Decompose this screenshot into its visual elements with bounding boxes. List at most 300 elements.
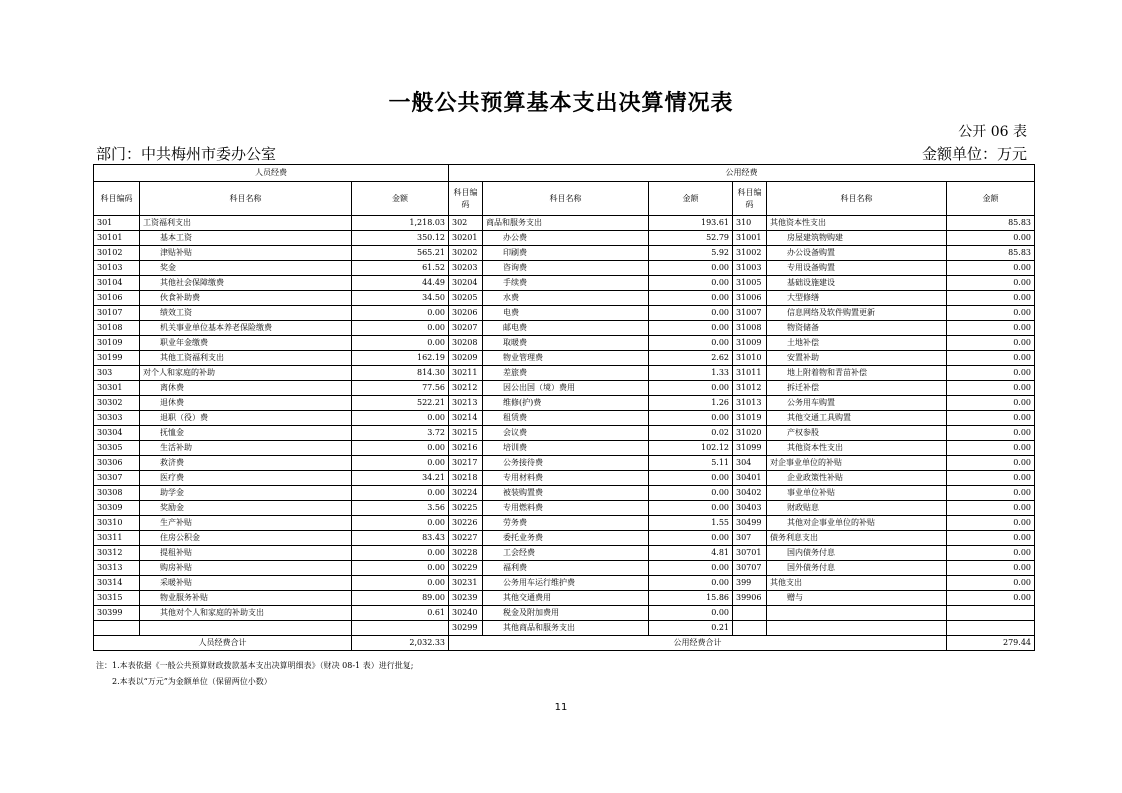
name-cell: 手续费 [483,276,649,291]
amount-cell: 0.00 [947,546,1035,561]
personnel-total-amount: 2,032.33 [352,636,449,651]
amount-cell [947,621,1035,636]
code-cell: 30207 [449,321,483,336]
amount-cell: 0.00 [649,291,733,306]
name-cell: 邮电费 [483,321,649,336]
amount-cell: 0.00 [352,576,449,591]
note-2: 2.本表以“万元”为金额单位（保留两位小数） [112,677,272,686]
code-cell: 31010 [733,351,767,366]
name-cell: 委托业务费 [483,531,649,546]
code-cell: 30701 [733,546,767,561]
name-cell: 赠与 [767,591,947,606]
header-name: 科目名称 [140,182,352,216]
code-cell: 399 [733,576,767,591]
name-cell: 物业管理费 [483,351,649,366]
amount-cell: 0.00 [649,561,733,576]
code-cell: 30499 [733,516,767,531]
public-total-label: 公用经费合计 [449,636,947,651]
name-cell: 基础设施建设 [767,276,947,291]
amount-cell: 0.00 [947,531,1035,546]
code-cell: 39906 [733,591,767,606]
name-cell: 对企事业单位的补贴 [767,456,947,471]
expenditure-table [93,164,1035,651]
code-cell: 302 [449,216,483,231]
header-code: 科目编码 [94,182,140,216]
amount-cell: 0.00 [352,546,449,561]
table-row [94,321,1035,336]
amount-cell: 34.50 [352,291,449,306]
table-row [94,381,1035,396]
code-cell: 30304 [94,426,140,441]
name-cell: 被装购置费 [483,486,649,501]
name-cell: 国内债务付息 [767,546,947,561]
department-label: 部门：中共梅州市委办公室 [96,145,277,163]
amount-cell: 0.00 [947,231,1035,246]
code-cell: 30216 [449,441,483,456]
name-cell: 房屋建筑物购建 [767,231,947,246]
amount-cell: 0.00 [947,351,1035,366]
code-cell: 307 [733,531,767,546]
name-cell: 办公设备购置 [767,246,947,261]
code-cell: 31001 [733,231,767,246]
code-cell: 301 [94,216,140,231]
table-row [94,486,1035,501]
code-cell: 30205 [449,291,483,306]
amount-cell: 0.00 [947,486,1035,501]
code-cell: 31012 [733,381,767,396]
header-code: 科目编码 [449,182,483,216]
column-header-row [94,182,1035,216]
amount-cell: 0.02 [649,426,733,441]
code-cell: 31009 [733,336,767,351]
header-amount: 金额 [352,182,449,216]
amount-cell: 3.56 [352,501,449,516]
table-row [94,336,1035,351]
name-cell: 抚恤金 [140,426,352,441]
code-cell [94,621,140,636]
amount-cell: 0.00 [947,276,1035,291]
amount-cell: 0.00 [352,321,449,336]
table-row [94,366,1035,381]
table-row [94,456,1035,471]
name-cell: 伙食补助费 [140,291,352,306]
code-cell: 30106 [94,291,140,306]
code-cell: 30202 [449,246,483,261]
amount-cell: 0.00 [947,576,1035,591]
amount-cell: 5.92 [649,246,733,261]
amount-cell: 0.00 [649,276,733,291]
amount-cell: 0.00 [352,306,449,321]
amount-cell: 0.00 [649,576,733,591]
amount-cell: 0.00 [649,606,733,621]
amount-cell: 89.00 [352,591,449,606]
amount-cell: 1.33 [649,366,733,381]
amount-cell: 0.00 [649,531,733,546]
name-cell: 物业服务补贴 [140,591,352,606]
name-cell: 采暖补贴 [140,576,352,591]
amount-cell: 0.00 [947,396,1035,411]
name-cell: 公务用车购置 [767,396,947,411]
amount-cell: 0.00 [649,306,733,321]
code-cell: 30315 [94,591,140,606]
personnel-total-label: 人员经费合计 [94,636,352,651]
code-cell: 30208 [449,336,483,351]
name-cell: 维修(护)费 [483,396,649,411]
amount-cell: 565.21 [352,246,449,261]
name-cell: 大型修缮 [767,291,947,306]
code-cell: 30107 [94,306,140,321]
name-cell: 其他社会保障缴费 [140,276,352,291]
amount-cell: 0.00 [352,456,449,471]
table-row [94,216,1035,231]
name-cell: 其他交通费用 [483,591,649,606]
amount-cell: 102.12 [649,441,733,456]
table-row [94,516,1035,531]
code-cell: 31008 [733,321,767,336]
code-cell: 30399 [94,606,140,621]
code-cell: 30102 [94,246,140,261]
code-cell: 30307 [94,471,140,486]
amount-cell: 0.00 [649,486,733,501]
code-cell: 30227 [449,531,483,546]
table-row [94,471,1035,486]
name-cell: 住房公积金 [140,531,352,546]
amount-cell: 0.00 [947,381,1035,396]
amount-cell: 0.00 [947,501,1035,516]
name-cell: 因公出国（境）费用 [483,381,649,396]
name-cell [767,606,947,621]
name-cell: 咨询费 [483,261,649,276]
code-cell: 30213 [449,396,483,411]
name-cell: 其他对个人和家庭的补助支出 [140,606,352,621]
table-row [94,396,1035,411]
name-cell: 产权参股 [767,426,947,441]
code-cell: 31005 [733,276,767,291]
page-title: 一般公共预算基本支出决算情况表 [388,90,734,116]
name-cell: 水费 [483,291,649,306]
name-cell: 工资福利支出 [140,216,352,231]
name-cell: 办公费 [483,231,649,246]
code-cell: 30101 [94,231,140,246]
code-cell: 30306 [94,456,140,471]
name-cell: 培训费 [483,441,649,456]
code-cell: 30229 [449,561,483,576]
name-cell: 购房补贴 [140,561,352,576]
table-row [94,531,1035,546]
amount-cell: 0.00 [352,336,449,351]
amount-cell: 52.79 [649,231,733,246]
code-cell: 31011 [733,366,767,381]
name-cell: 生产补贴 [140,516,352,531]
code-cell: 30311 [94,531,140,546]
code-cell: 30199 [94,351,140,366]
amount-cell: 0.00 [352,486,449,501]
table-row [94,276,1035,291]
name-cell: 财政贴息 [767,501,947,516]
amount-cell: 0.00 [649,336,733,351]
table-row [94,291,1035,306]
code-cell: 30209 [449,351,483,366]
name-cell: 商品和服务支出 [483,216,649,231]
amount-cell: 193.61 [649,216,733,231]
totals-row [94,636,1035,651]
section-header-row [94,165,1035,182]
name-cell: 离休费 [140,381,352,396]
name-cell: 职业年金缴费 [140,336,352,351]
code-cell: 30103 [94,261,140,276]
code-cell: 30301 [94,381,140,396]
name-cell: 物资储备 [767,321,947,336]
code-cell: 30203 [449,261,483,276]
code-cell: 31019 [733,411,767,426]
name-cell: 其他资本性支出 [767,441,947,456]
code-cell: 30314 [94,576,140,591]
amount-cell: 0.00 [947,321,1035,336]
name-cell: 电费 [483,306,649,321]
table-row [94,441,1035,456]
page-number: 11 [554,702,568,713]
amount-cell: 0.00 [947,291,1035,306]
name-cell: 福利费 [483,561,649,576]
amount-cell: 1.26 [649,396,733,411]
code-cell: 30201 [449,231,483,246]
amount-cell: 0.00 [947,561,1035,576]
code-cell: 30212 [449,381,483,396]
name-cell: 公务接待费 [483,456,649,471]
table-row [94,561,1035,576]
table-number: 公开 06 表 [958,124,1027,140]
code-cell: 30215 [449,426,483,441]
name-cell: 税金及附加费用 [483,606,649,621]
code-cell: 30403 [733,501,767,516]
amount-cell: 0.00 [649,381,733,396]
amount-cell: 0.00 [649,261,733,276]
code-cell: 30240 [449,606,483,621]
name-cell: 助学金 [140,486,352,501]
table-row [94,231,1035,246]
code-cell: 30231 [449,576,483,591]
code-cell: 30109 [94,336,140,351]
amount-cell: 162.19 [352,351,449,366]
code-cell: 30401 [733,471,767,486]
amount-cell: 34.21 [352,471,449,486]
name-cell: 津贴补贴 [140,246,352,261]
code-cell [733,621,767,636]
code-cell: 30313 [94,561,140,576]
name-cell: 企业政策性补贴 [767,471,947,486]
table-row [94,501,1035,516]
name-cell: 医疗费 [140,471,352,486]
name-cell: 租赁费 [483,411,649,426]
code-cell: 310 [733,216,767,231]
code-cell: 303 [94,366,140,381]
name-cell: 专用设备购置 [767,261,947,276]
amount-cell: 0.00 [947,366,1035,381]
amount-cell: 4.81 [649,546,733,561]
name-cell: 国外债务付息 [767,561,947,576]
note-1: 注：1.本表依据《一般公共预算财政拨款基本支出决算明细表》（财决 08-1 表）进行批复; [96,661,414,670]
table-row [94,621,1035,636]
amount-cell: 0.00 [947,441,1035,456]
header-name: 科目名称 [483,182,649,216]
name-cell: 其他对企事业单位的补贴 [767,516,947,531]
table-row [94,546,1035,561]
name-cell: 对个人和家庭的补助 [140,366,352,381]
name-cell: 差旅费 [483,366,649,381]
header-amount: 金额 [649,182,733,216]
code-cell: 30309 [94,501,140,516]
code-cell: 31020 [733,426,767,441]
table-row [94,246,1035,261]
name-cell: 机关事业单位基本养老保险缴费 [140,321,352,336]
name-cell: 安置补助 [767,351,947,366]
amount-cell: 522.21 [352,396,449,411]
code-cell: 30224 [449,486,483,501]
code-cell: 30225 [449,501,483,516]
code-cell: 30308 [94,486,140,501]
code-cell: 30226 [449,516,483,531]
name-cell: 取暖费 [483,336,649,351]
code-cell: 31002 [733,246,767,261]
name-cell: 绩效工资 [140,306,352,321]
name-cell: 其他交通工具购置 [767,411,947,426]
name-cell: 会议费 [483,426,649,441]
section-personnel: 人员经费 [94,165,449,182]
code-cell: 30299 [449,621,483,636]
amount-cell: 0.00 [352,516,449,531]
code-cell: 30239 [449,591,483,606]
amount-cell: 0.00 [947,426,1035,441]
public-total-amount: 279.44 [947,636,1035,651]
code-cell: 30228 [449,546,483,561]
amount-cell: 0.21 [649,621,733,636]
section-public: 公用经费 [449,165,1035,182]
amount-cell: 77.56 [352,381,449,396]
amount-cell: 3.72 [352,426,449,441]
name-cell [767,621,947,636]
code-cell: 31006 [733,291,767,306]
table-row [94,606,1035,621]
code-cell: 31003 [733,261,767,276]
header-name: 科目名称 [767,182,947,216]
amount-cell: 85.83 [947,216,1035,231]
name-cell: 拆迁补偿 [767,381,947,396]
name-cell: 奖金 [140,261,352,276]
name-cell: 劳务费 [483,516,649,531]
name-cell: 印刷费 [483,246,649,261]
header-code: 科目编码 [733,182,767,216]
name-cell: 事业单位补贴 [767,486,947,501]
amount-cell: 1.55 [649,516,733,531]
amount-cell: 0.00 [947,261,1035,276]
name-cell: 债务利息支出 [767,531,947,546]
name-cell: 专用材料费 [483,471,649,486]
code-cell: 30310 [94,516,140,531]
amount-cell: 1,218.03 [352,216,449,231]
code-cell: 30302 [94,396,140,411]
amount-unit-label: 金额单位：万元 [921,145,1027,163]
code-cell: 30214 [449,411,483,426]
code-cell: 30312 [94,546,140,561]
amount-cell: 83.43 [352,531,449,546]
amount-cell: 2.62 [649,351,733,366]
name-cell: 奖励金 [140,501,352,516]
amount-cell: 0.00 [947,456,1035,471]
code-cell: 30707 [733,561,767,576]
amount-cell: 44.49 [352,276,449,291]
code-cell: 30104 [94,276,140,291]
code-cell: 30204 [449,276,483,291]
code-cell: 304 [733,456,767,471]
code-cell: 30217 [449,456,483,471]
name-cell: 基本工资 [140,231,352,246]
name-cell: 其他商品和服务支出 [483,621,649,636]
amount-cell: 0.00 [947,336,1035,351]
name-cell [140,621,352,636]
table-row [94,411,1035,426]
code-cell: 30218 [449,471,483,486]
amount-cell: 0.00 [649,321,733,336]
name-cell: 退职（役）费 [140,411,352,426]
name-cell: 退休费 [140,396,352,411]
amount-cell [947,606,1035,621]
amount-cell: 0.00 [947,306,1035,321]
name-cell: 工会经费 [483,546,649,561]
code-cell: 30303 [94,411,140,426]
amount-cell: 0.61 [352,606,449,621]
name-cell: 信息网络及软件购置更新 [767,306,947,321]
table-row [94,591,1035,606]
amount-cell: 0.00 [352,441,449,456]
table-row [94,351,1035,366]
name-cell: 其他支出 [767,576,947,591]
code-cell: 31099 [733,441,767,456]
amount-cell [352,621,449,636]
table-row [94,426,1035,441]
code-cell: 30108 [94,321,140,336]
amount-cell: 15.86 [649,591,733,606]
amount-cell: 0.00 [352,411,449,426]
amount-cell: 0.00 [649,501,733,516]
table-row [94,306,1035,321]
code-cell: 30402 [733,486,767,501]
notes [96,658,413,690]
amount-cell: 5.11 [649,456,733,471]
amount-cell: 0.00 [947,411,1035,426]
name-cell: 生活补助 [140,441,352,456]
name-cell: 专用燃料费 [483,501,649,516]
table-row [94,576,1035,591]
amount-cell: 350.12 [352,231,449,246]
code-cell: 30305 [94,441,140,456]
amount-cell: 0.00 [947,471,1035,486]
amount-cell: 0.00 [352,561,449,576]
name-cell: 公务用车运行维护费 [483,576,649,591]
name-cell: 提租补贴 [140,546,352,561]
name-cell: 地上附着物和青苗补偿 [767,366,947,381]
amount-cell: 0.00 [947,516,1035,531]
table-row [94,261,1035,276]
amount-cell: 85.83 [947,246,1035,261]
code-cell: 31013 [733,396,767,411]
amount-cell: 0.00 [649,471,733,486]
code-cell: 30211 [449,366,483,381]
code-cell [733,606,767,621]
name-cell: 其他资本性支出 [767,216,947,231]
amount-cell: 61.52 [352,261,449,276]
amount-cell: 814.30 [352,366,449,381]
name-cell: 其他工资福利支出 [140,351,352,366]
